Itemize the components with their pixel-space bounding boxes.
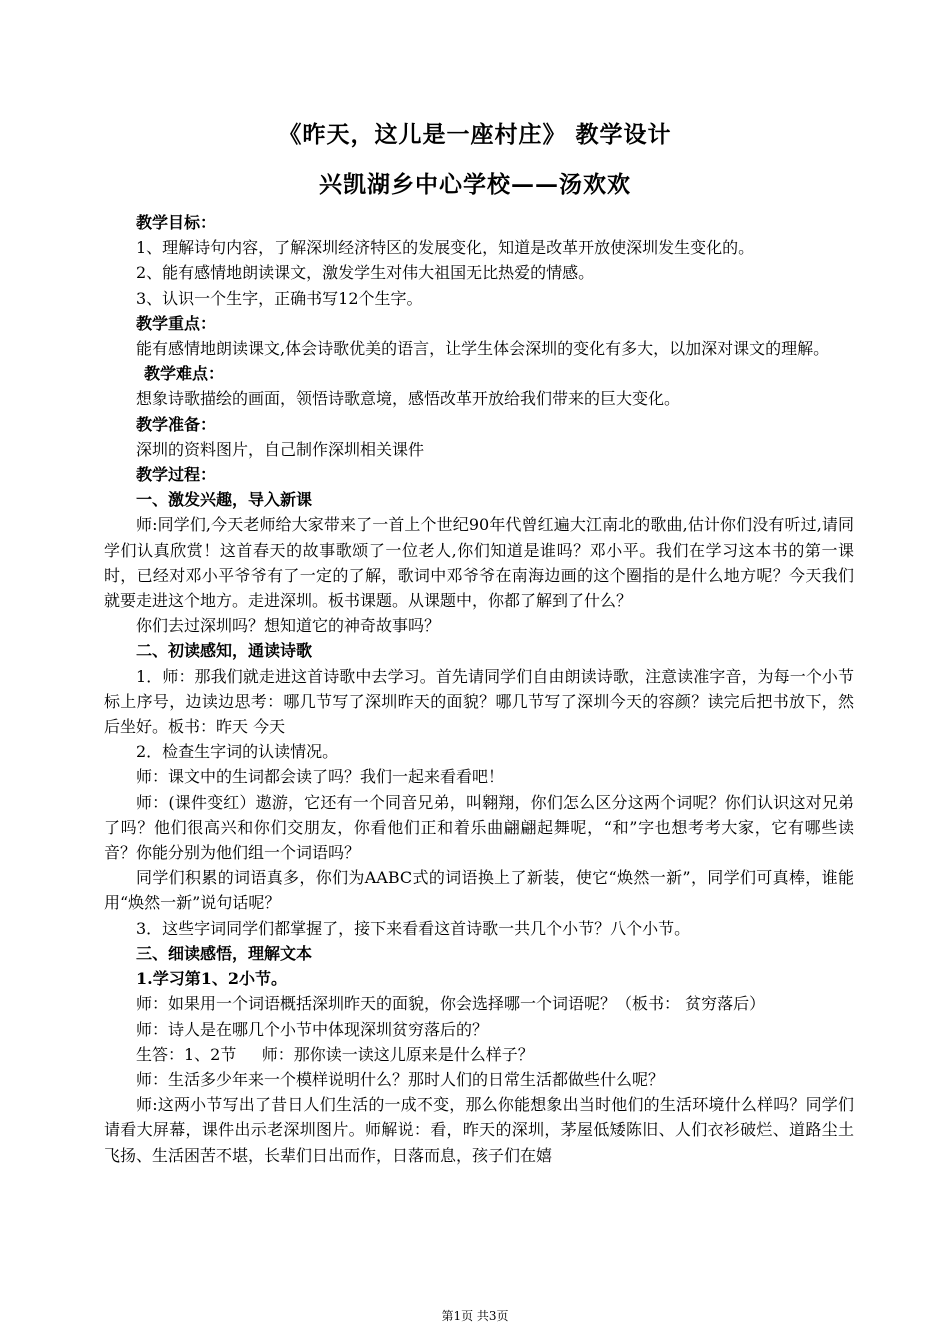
paragraph: 师：课文中的生词都会读了吗？我们一起来看看吧！: [136, 767, 505, 787]
section3-heading: 三、细读感悟，理解文本: [136, 943, 313, 963]
goal-item: 3、认识一个生字，正确书写12个生字。: [136, 288, 423, 308]
paragraph: 2．检查生字词的认读情况。: [136, 742, 339, 762]
page-footer: 第1页 共3页: [441, 1309, 509, 1323]
preparation-text: 深圳的资料图片，自己制作深圳相关课件: [136, 439, 425, 459]
difficulties-heading: 教学难点：: [144, 364, 225, 384]
paragraph: 师：(课件变红）遨游，它还有一个同音兄弟，叫翱翔，你们怎么区分这两个词呢？你们认识这对兄弟了吗？他们很高兴和你们交朋友，你看他们正和着乐曲翩翩起舞呢，“和”字也想考考大家，它有哪些读音？你能分别为他们组一个词语吗？: [104, 792, 854, 863]
section3-subheading: 1.学习第1、2小节。: [136, 969, 287, 989]
preparation-heading: 教学准备：: [136, 414, 217, 434]
paragraph: 你们去过深圳吗？想知道它的神奇故事吗？: [136, 616, 441, 636]
document-title: 《昨天，这儿是一座村庄》 教学设计: [278, 121, 672, 148]
difficulties-text: 想象诗歌描绘的画面，领悟诗歌意境，感悟改革开放给我们带来的巨大变化。: [136, 389, 681, 409]
paragraph: 师:这两小节写出了昔日人们生活的一成不变，那么你能想象出当时他们的生活环境什么样吗？同学们请看大屏幕，课件出示老深圳图片。师解说：看，昨天的深圳，茅屋低矮陈旧、人们衣衫破烂、道路尘土飞扬、生活困苦不堪，长辈们日出而作，日落而息，孩子们在嬉: [104, 1095, 854, 1165]
document-body: [104, 210, 854, 1168]
section1-heading: 一、激发兴趣，导入新课: [136, 490, 313, 510]
goals-heading: 教学目标：: [136, 213, 217, 232]
paragraph: 师：诗人是在哪几个小节中体现深圳贫穷落后的？: [136, 1019, 489, 1039]
paragraph: 同学们积累的词语真多，你们为AABC式的词语换上了新装，使它“焕然一新”，同学们可真棒，谁能用“焕然一新”说句话呢？: [104, 868, 854, 913]
paragraph: 生答：1、2节 师：那你读一读这儿原来是什么样子？: [136, 1044, 534, 1064]
paragraph: 1．师：那我们就走进这首诗歌中去学习。首先请同学们自由朗读诗歌，注意读准字音，为每一个小节标上序号，边读边思考：哪几节写了深圳昨天的面貌？哪几节写了深圳今天的容颜？读完后把书放下，然后坐好。板书：昨天 今天: [104, 666, 854, 737]
paragraph: 师:同学们,今天老师给大家带来了一首上个世纪90年代曾红遍大江南北的歌曲,估计你们没有听过,请同学们认真欣赏！这首春天的故事歌颂了一位老人,你们知道是谁吗？邓小平。我们在学习这本书的第一课时，已经对邓小平爷爷有了一定的了解，歌词中邓爷爷在南海边画的这个圈指的是什么地方呢？今天我们就要走进这个地方。走进深圳。板书课题。从课题中，你都了解到了什么？: [104, 515, 854, 611]
section2-heading: 二、初读感知，通读诗歌: [136, 641, 313, 661]
paragraph: 师：生活多少年来一个模样说明什么？那时人们的日常生活都做些什么呢？: [136, 1069, 665, 1089]
document-subtitle: 兴凯湖乡中心学校——汤欢欢: [319, 171, 631, 198]
key-points-text: 能有感情地朗读课文,体会诗歌优美的语言，让学生体会深圳的变化有多大，以加深对课文的理解。: [136, 339, 830, 359]
paragraph: 3．这些字词同学们都掌握了，接下来看看这首诗歌一共几个小节？八个小节。: [136, 918, 691, 938]
goal-item: 1、理解诗句内容，了解深圳经济特区的发展变化，知道是改革开放使深圳发生变化的。: [136, 238, 755, 258]
key-points-heading: 教学重点：: [136, 313, 217, 333]
process-heading: 教学过程：: [136, 465, 217, 485]
goal-item: 2、能有感情地朗读课文，激发学生对伟大祖国无比热爱的情感。: [136, 263, 595, 283]
paragraph: 师：如果用一个词语概括深圳昨天的面貌，你会选择哪一个词语呢？（板书： 贫穷落后）: [136, 994, 766, 1014]
